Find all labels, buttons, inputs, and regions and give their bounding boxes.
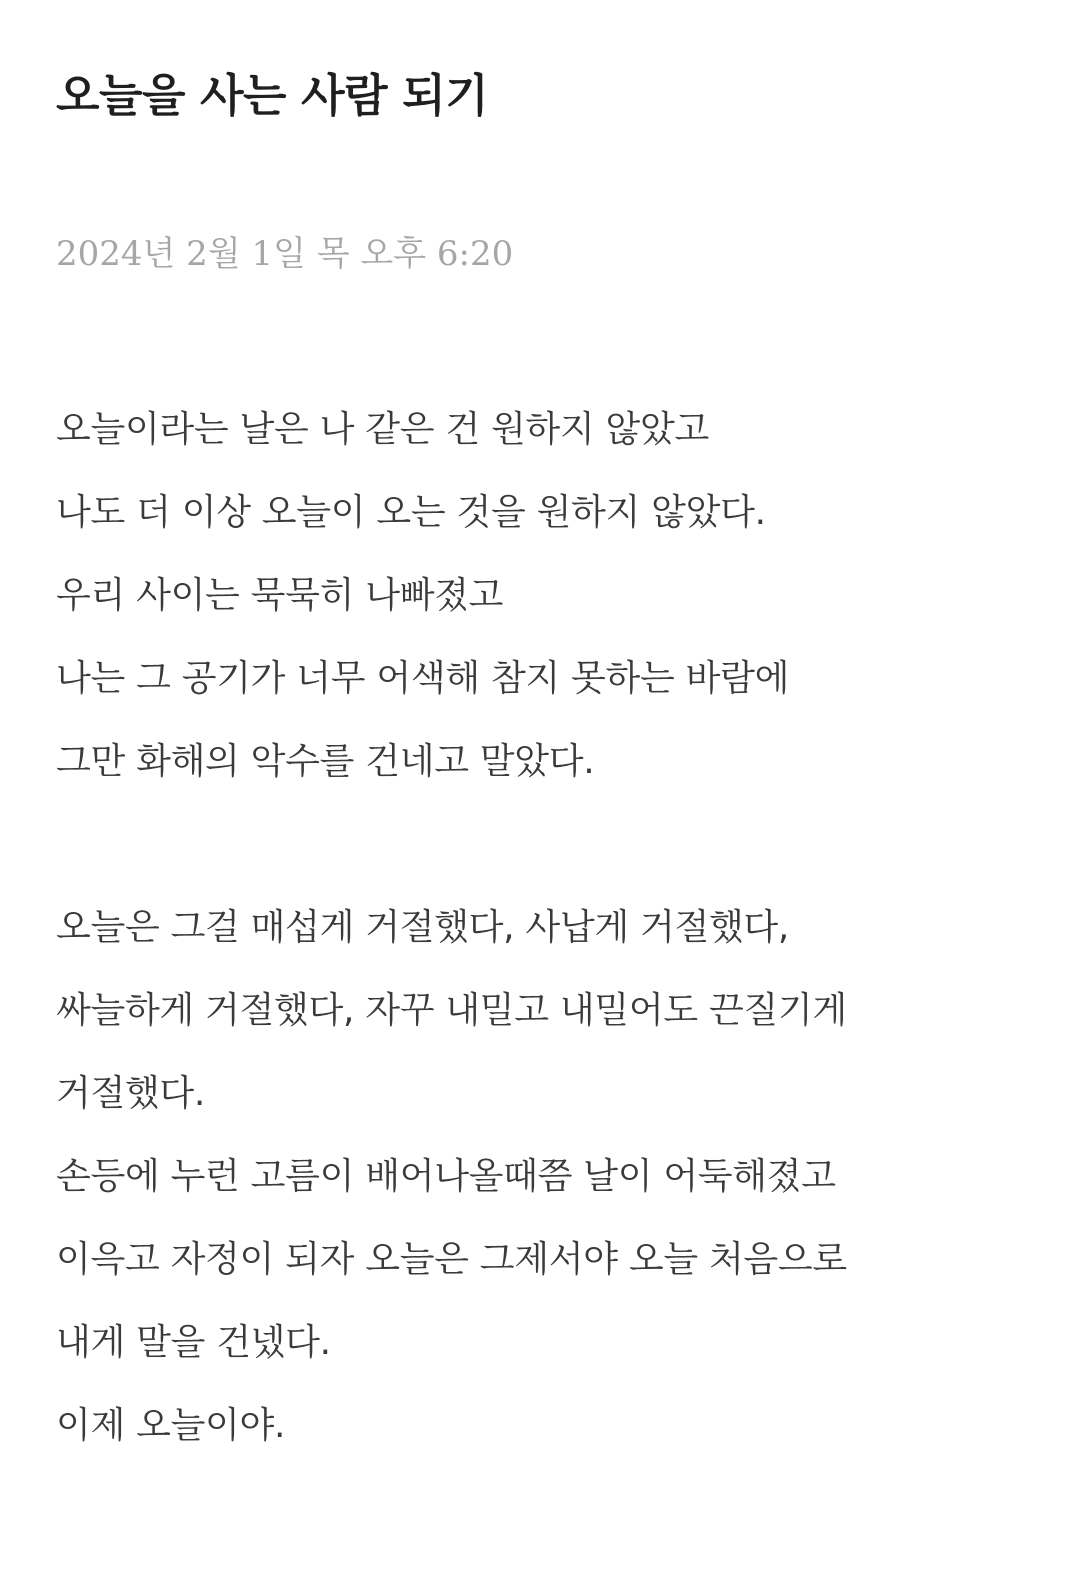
- text-line: 이제 오늘이야.: [56, 1405, 286, 1446]
- text-line: 나는 그 공기가 너무 어색해 참지 못하는 바람에: [56, 658, 790, 699]
- paragraph: [56, 886, 1024, 1467]
- post-body: [56, 388, 1024, 1467]
- text-line: 오늘이라는 날은 나 같은 건 원하지 않았고: [56, 409, 709, 450]
- text-line: 손등에 누런 고름이 배어나올때쯤 날이 어둑해졌고: [56, 1156, 836, 1197]
- text-line: 이윽고 자정이 되자 오늘은 그제서야 오늘 처음으로: [56, 1239, 847, 1280]
- text-line: 우리 사이는 묵묵히 나빠졌고: [56, 575, 504, 616]
- text-line: 오늘은 그걸 매섭게 거절했다, 사납게 거절했다,: [56, 907, 790, 948]
- text-line: 나도 더 이상 오늘이 오는 것을 원하지 않았다.: [56, 492, 766, 533]
- paragraph: [56, 388, 1024, 803]
- text-line: 내게 말을 건넸다.: [56, 1322, 331, 1363]
- text-line: 거절했다.: [56, 1073, 206, 1114]
- post-title: 오늘을 사는 사람 되기: [56, 69, 489, 122]
- text-line: 그만 화해의 악수를 건네고 말았다.: [56, 741, 595, 782]
- text-line: 싸늘하게 거절했다, 자꾸 내밀고 내밀어도 끈질기게: [56, 990, 847, 1031]
- post-date: 2024년 2월 1일 목 오후 6:20: [56, 234, 514, 274]
